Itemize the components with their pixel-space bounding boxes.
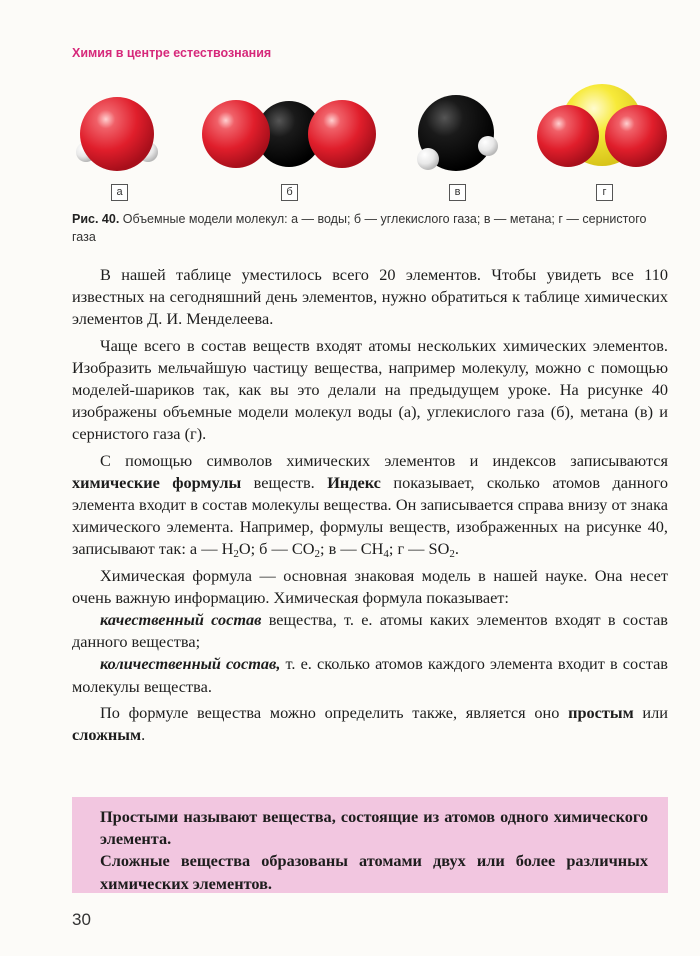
definition-qualitative <box>72 609 668 653</box>
p3-text-a: С помощью символов химических элементов и индексов записываются <box>100 450 668 470</box>
term-simple: простым <box>568 702 634 722</box>
paragraph-4: Химическая формула — основная знаковая модель в нашей науке. Она несет очень важную информацию. Химическая формула показывает: <box>72 565 668 607</box>
caption-text: Объемные модели молекул: а — воды; б — углекислого газа; в — метана; г — сернистого газа <box>72 212 647 244</box>
running-header: Химия в центре естествознания <box>72 46 272 60</box>
definition-quantitative <box>72 653 668 697</box>
term-chemical-formulas: химические формулы <box>72 472 242 492</box>
sulfur-dioxide-molecule <box>537 84 667 167</box>
figure-label-a: а <box>111 184 128 201</box>
def2-text: т. е. сколько атомов каждого элемента входит в состав молекулы вещества. <box>72 654 668 696</box>
term-complex: сложным <box>72 725 142 745</box>
term-index: Индекс <box>327 472 381 492</box>
figure-label-b: б <box>281 184 298 201</box>
paragraph-1: В нашей таблице уместилось всего 20 элементов. Чтобы увидеть все 110 известных на сегодняшний день элементов, нужно обратиться к таблице химических элементов Д. И. Менделеева. <box>72 265 668 329</box>
paragraph-3 <box>72 450 668 561</box>
paragraph-5: По формуле вещества можно определить также, является оно простым или сложным. <box>72 702 668 745</box>
term-qualitative-composition: качественный состав <box>100 610 262 630</box>
molecule-illustrations <box>0 0 700 210</box>
paragraph-2: Чаще всего в состав веществ входят атомы нескольких химических элементов. Изобразить мельчайшую частицу вещества, например молекулу, можно с помощью моделей-шариков так, как вы это делали на предыдущем уроке. На рисунке 40 изображены объемные модели молекул воды (а), углекислого газа (б), метана (в) и сернистого газа (г). <box>72 335 668 444</box>
definition-complex-substances: Сложные вещества образованы атомами двух или более различных химических элементов. <box>100 851 648 893</box>
figure-molecule-models <box>0 0 700 210</box>
p3-text-b: веществ. <box>253 472 315 492</box>
oxygen-atom-left <box>202 100 270 168</box>
oxygen-atom-right <box>605 105 667 167</box>
oxygen-atom-right <box>308 100 376 168</box>
oxygen-atom-left <box>537 105 599 167</box>
p5-text-a: По формуле вещества можно определить также, является оно <box>100 702 560 722</box>
def1-text: вещества, т. е. атомы каких элементов входят в состав данного вещества; <box>72 610 668 652</box>
hydrogen-atom-bottom <box>417 148 439 170</box>
page-number: 30 <box>72 910 91 929</box>
water-molecule <box>76 97 158 171</box>
formula-list: а — $H_2O$; б — $CO_2$; в — $CH_4$; г — $SO_2$. <box>189 539 459 561</box>
methane-molecule <box>417 95 498 171</box>
body-text <box>72 264 668 746</box>
definition-simple-substances: Простыми называют вещества, состоящие из атомов одного химического элемента. <box>100 807 648 849</box>
carbon-dioxide-molecule <box>202 100 376 168</box>
term-quantitative-composition: количественный состав, <box>100 654 281 674</box>
hydrogen-atom-right <box>478 136 498 156</box>
figure-label-v: в <box>449 184 466 201</box>
caption-number: Рис. 40. <box>72 212 120 226</box>
figure-caption <box>72 210 672 246</box>
figure-label-g: г <box>596 184 613 201</box>
definition-box <box>72 797 668 893</box>
p3-text-c: показывает, сколько атомов данного элемента входит в состав молекулы вещества. Он записывается справа внизу от знака химического элемента. Например, формулы веществ, изображенных на рисунке 40, записывают так: <box>72 472 668 559</box>
p5-text-b: или <box>642 702 668 722</box>
oxygen-atom <box>80 97 154 171</box>
